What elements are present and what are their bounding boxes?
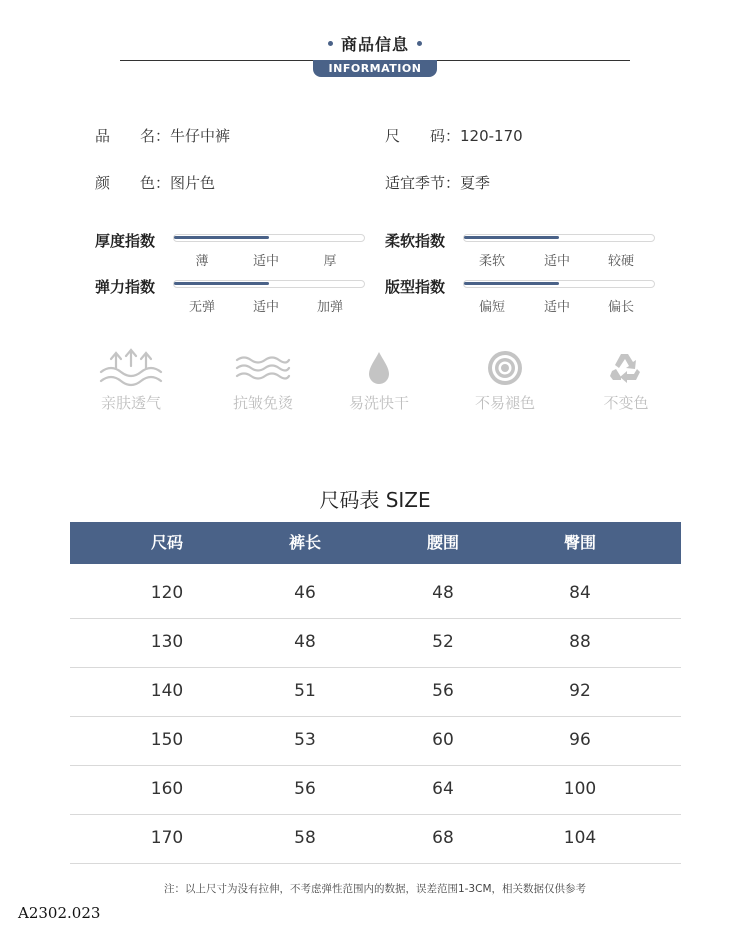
- table-cell: 84: [569, 583, 591, 603]
- table-row: [70, 765, 681, 815]
- target-icon: [445, 346, 565, 390]
- info-label: 尺 码：: [385, 127, 461, 145]
- size-table-title: 尺码表 SIZE: [319, 488, 431, 512]
- table-cell: 100: [563, 779, 597, 799]
- table-cell: 130: [150, 632, 184, 652]
- scale-tick: 适中: [543, 254, 570, 269]
- table-cell: 48: [294, 632, 316, 652]
- info-season: [385, 172, 490, 193]
- table-cell: 56: [294, 779, 316, 799]
- table-row: [70, 618, 681, 668]
- info-label: 适宜季节：: [385, 174, 461, 192]
- elasticity-index-label: 弹力指数: [95, 278, 156, 296]
- size-table-header: [70, 522, 681, 564]
- section-title-text: 商品信息: [340, 35, 409, 54]
- table-cell: 53: [294, 730, 316, 750]
- table-cell: 56: [432, 681, 454, 701]
- table-cell: 64: [432, 779, 454, 799]
- table-row: [70, 716, 681, 766]
- fit-index-label: 版型指数: [385, 278, 446, 296]
- feature-label: 不易褪色: [474, 394, 535, 412]
- measurement-note: 注：以上尺寸为没有拉伸，不考虑弹性范围内的数据，误差范围1-3CM，相关数据仅供参考: [163, 883, 587, 895]
- thickness-index-bar: [173, 234, 365, 242]
- thickness-index-label: 厚度指数: [95, 232, 156, 250]
- recycle-icon: [566, 346, 686, 390]
- info-value: 图片色: [170, 174, 216, 192]
- scale-tick: 柔软: [478, 254, 505, 269]
- feature-label: 易洗快干: [348, 394, 409, 412]
- feature-label: 亲肤透气: [100, 394, 161, 412]
- bullet-dot: [328, 41, 333, 46]
- info-size: [385, 125, 523, 146]
- feature-label: 抗皱免烫: [232, 394, 293, 412]
- table-cell: 48: [432, 583, 454, 603]
- info-color: [95, 172, 215, 193]
- column-header: 腰围: [426, 533, 459, 552]
- table-row: [70, 569, 681, 619]
- column-header: 裤长: [288, 533, 321, 552]
- elasticity-index-bar: [173, 280, 365, 288]
- feature-no-fade: [566, 346, 686, 413]
- product-code: A2302.023: [18, 904, 101, 922]
- table-cell: 92: [569, 681, 591, 701]
- info-value: 牛仔中裤: [170, 127, 231, 145]
- table-cell: 60: [432, 730, 454, 750]
- scale-tick: 无弹: [188, 300, 215, 315]
- table-row: [70, 667, 681, 717]
- breathable-icon: [71, 346, 191, 390]
- table-cell: 51: [294, 681, 316, 701]
- table-cell: 88: [569, 632, 591, 652]
- softness-index-label: 柔软指数: [385, 232, 446, 250]
- scale-tick: 适中: [252, 254, 279, 269]
- info-label: 品 名：: [95, 127, 171, 145]
- level-fill: [464, 282, 559, 285]
- feature-quick-dry: [319, 346, 439, 413]
- level-fill: [464, 236, 559, 239]
- info-product-name: [95, 125, 230, 146]
- feature-label: 不变色: [603, 394, 649, 412]
- scale-tick: 加弹: [316, 300, 343, 315]
- table-cell: 170: [150, 828, 184, 848]
- wave-icon: [203, 346, 323, 390]
- scale-tick: 较硬: [607, 254, 634, 269]
- info-label: 颜 色：: [95, 174, 171, 192]
- table-cell: 52: [432, 632, 454, 652]
- softness-index-bar: [463, 234, 655, 242]
- section-title: [0, 32, 750, 55]
- info-value: 120-170: [460, 127, 523, 145]
- information-badge: INFORMATION: [313, 60, 437, 77]
- scale-tick: 适中: [543, 300, 570, 315]
- table-cell: 58: [294, 828, 316, 848]
- table-cell: 150: [150, 730, 184, 750]
- column-header: 臀围: [563, 533, 596, 552]
- table-row: [70, 814, 681, 864]
- feature-breathable: [71, 346, 191, 413]
- bullet-dot: [417, 41, 422, 46]
- feature-colorfast: [445, 346, 565, 413]
- info-value: 夏季: [460, 174, 491, 192]
- water-drop-icon: [319, 346, 439, 390]
- table-cell: 140: [150, 681, 184, 701]
- table-cell: 46: [294, 583, 316, 603]
- level-fill: [174, 282, 269, 285]
- scale-tick: 薄: [195, 254, 209, 269]
- scale-tick: 偏长: [607, 300, 634, 315]
- table-cell: 160: [150, 779, 184, 799]
- table-cell: 68: [432, 828, 454, 848]
- scale-tick: 厚: [323, 254, 337, 269]
- feature-wrinkle-free: [203, 346, 323, 413]
- fit-index-bar: [463, 280, 655, 288]
- table-cell: 96: [569, 730, 591, 750]
- table-cell: 104: [563, 828, 597, 848]
- level-fill: [174, 236, 269, 239]
- scale-tick: 偏短: [478, 300, 505, 315]
- scale-tick: 适中: [252, 300, 279, 315]
- table-cell: 120: [150, 583, 184, 603]
- column-header: 尺码: [150, 533, 183, 552]
